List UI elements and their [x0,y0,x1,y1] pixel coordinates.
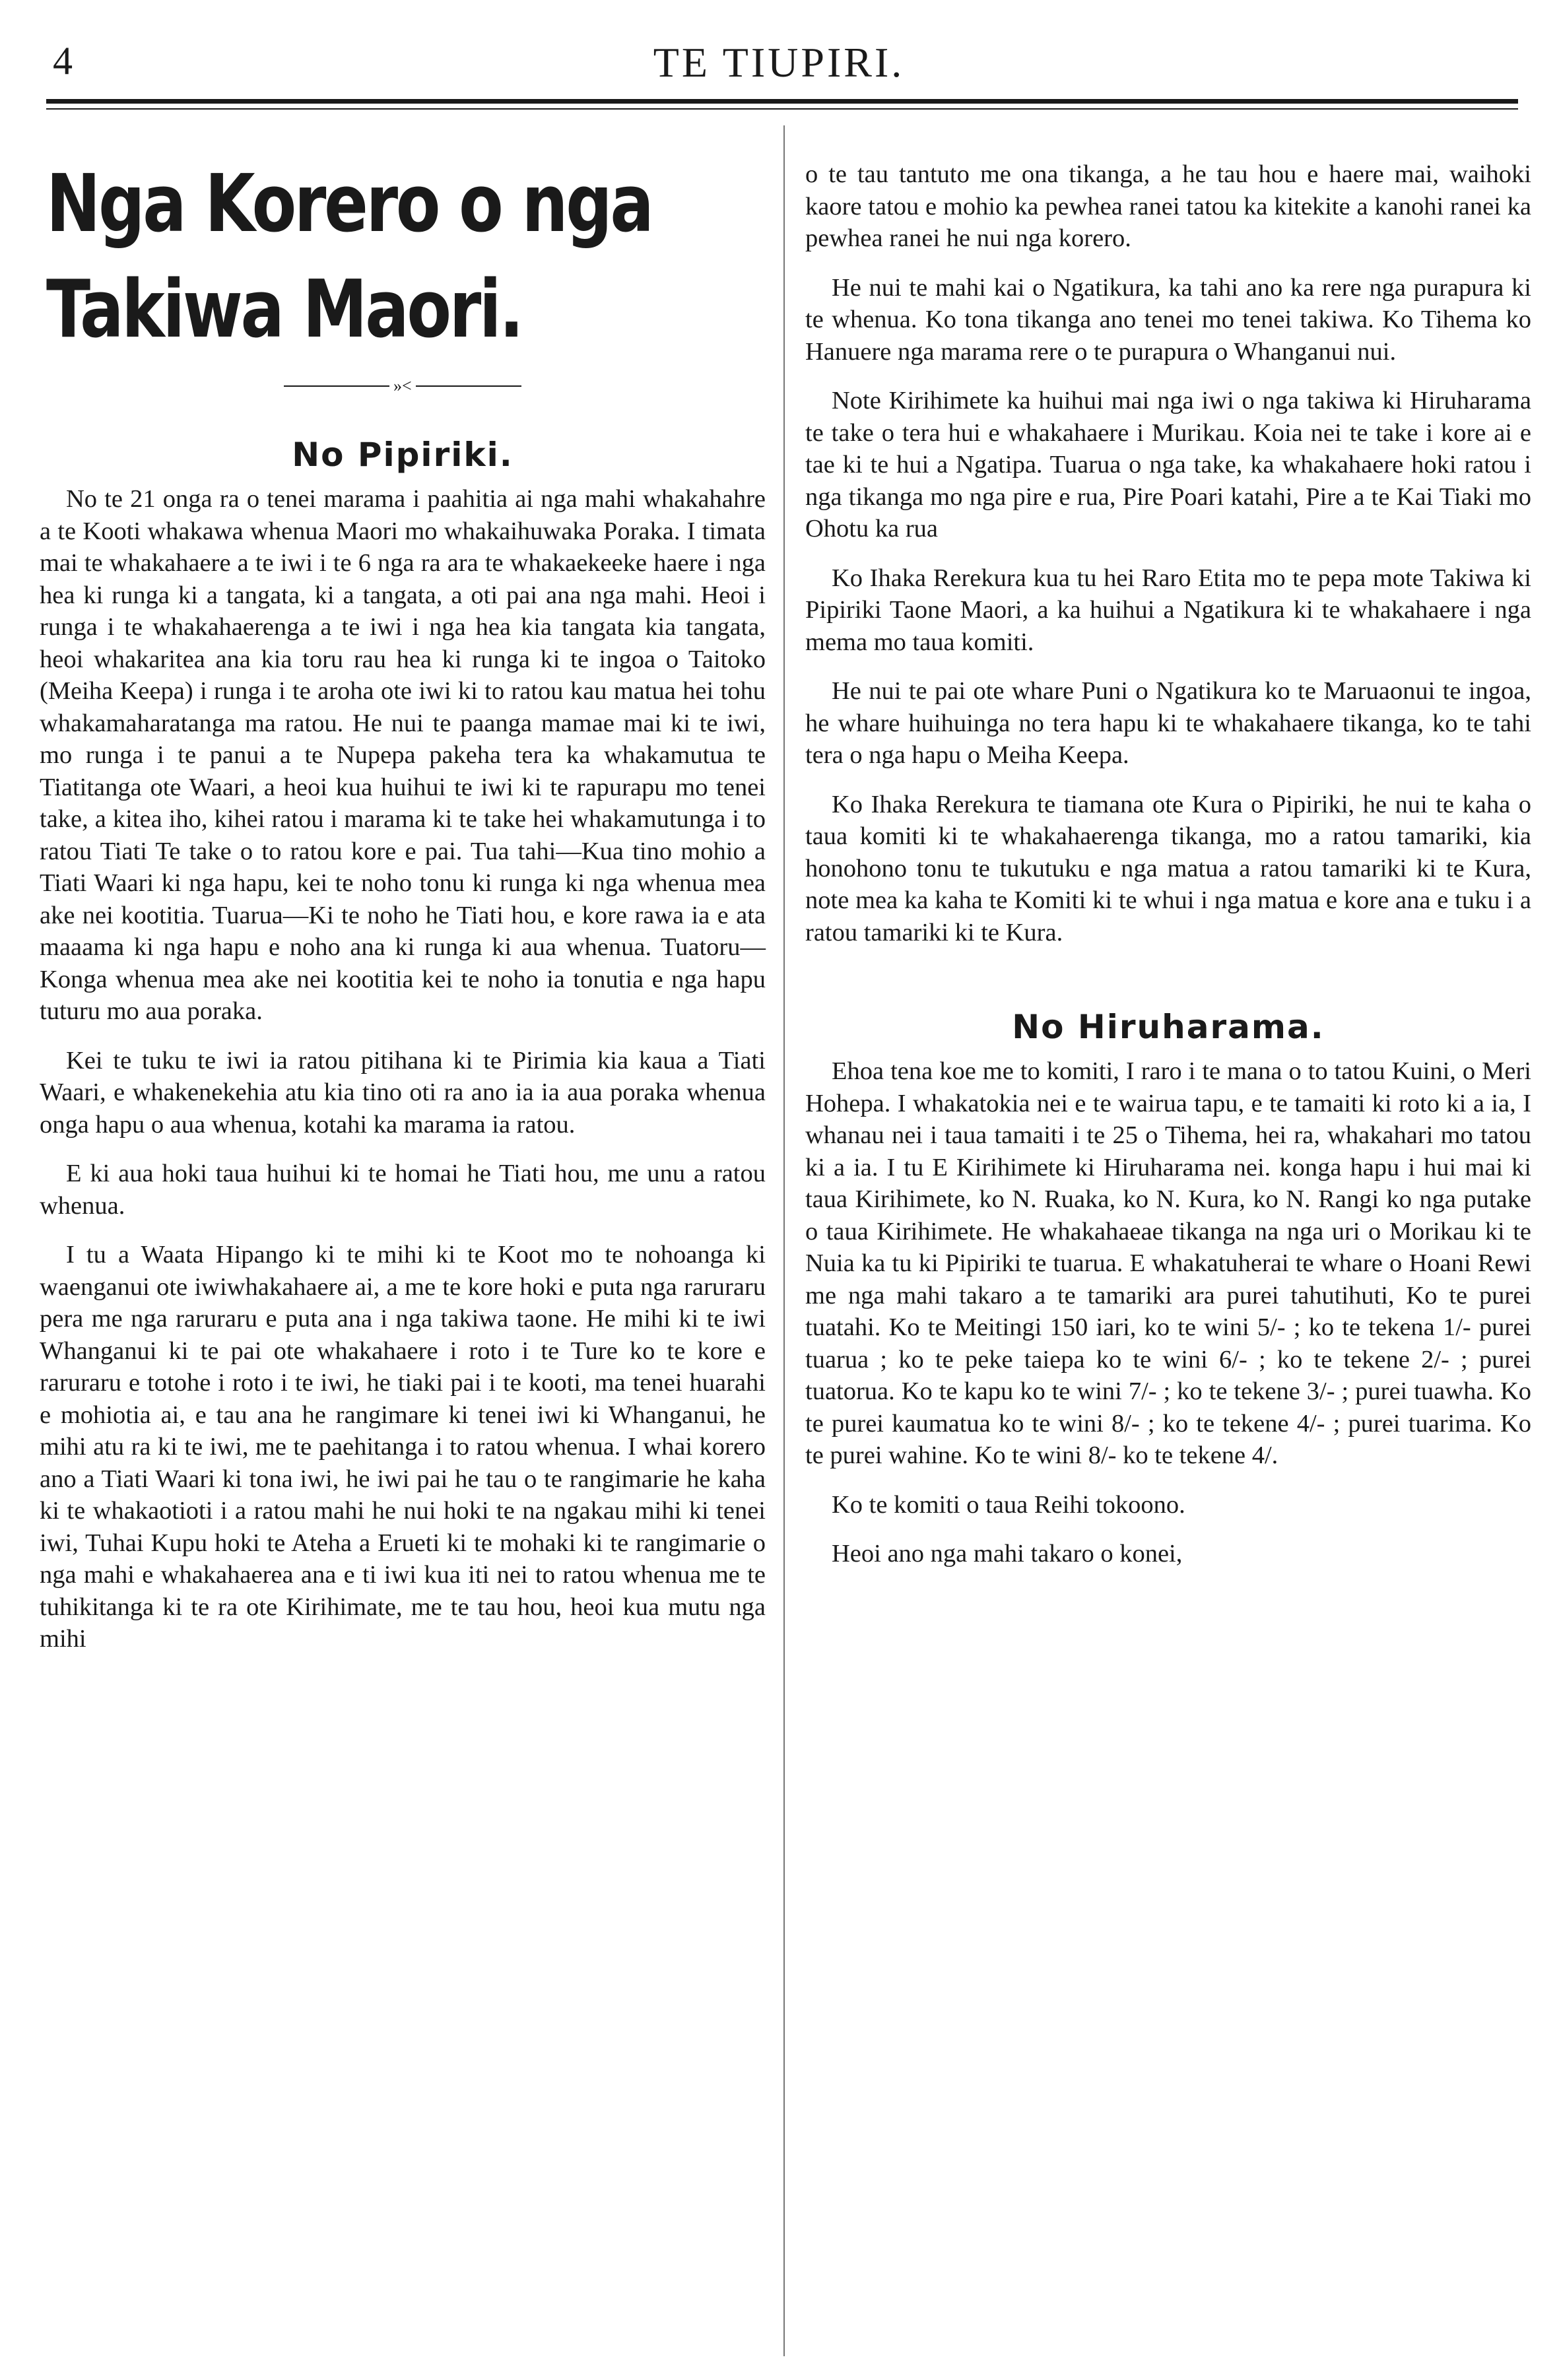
left-column [40,125,766,1672]
article-paragraph: Ehoa tena koe me to komiti, I raro i te mana o to tatou Kuini, o Meri Hohepa. I whakatokia nei e te wairua tapu, e te tamaiti ki roto ki a ia, I whanau nei i taua tamaiti i te 25 o Tihema, hei ra, whakahari mo tatou ki a ia. I tu E Kirihimete ki Hiruharama nei. konga hapu i hui mai ki taua Kirihimete, ko N. Ruaka, ko N. Kura, ko N. Rangi ko nga putake o taua Kirihimete. He whakahaeae tikanga na nga uri o Morikau ki te Nuia ka tu ki Pipiriki te tuarua. E whakatuherai te whare o Hoani Rewi me nga mahi takaro a te tamariki ara purei tahutihuti, Ko te purei tuatahi. Ko te Meitingi 150 iari, ko te wini 5/- ; ko te tekena 1/- purei tuarua ; ko te peke taiepa ko te wini 6/- ; ko te tekene 2/- ; purei tuatorua. Ko te kapu ko te wini 7/- ; ko te tekene 3/- ; purei tuawha. Ko te purei kaumatua ko te wini 8/- ; ko te tekene 4/- ; purei tuarima. Ko te purei wahine. Ko te wini 8/- ko te tekene 4/. [805,1057,1531,1469]
article-paragraph: Kei te tuku te iwi ia ratou pitihana ki te Pirimia kia kaua a Tiati Waari, e whakenekehia atu kia tino oti ra ano ia ia aua poraka whenua onga hapu o aua whenua, kotahi ka marama ia ratou. [40,1046,766,1139]
article-paragraph: Ko te komiti o taua Reihi tokoono. [832,1490,1185,1519]
header-rule-thick [46,99,1518,104]
ornament-mark: »< [389,376,416,396]
masthead: TE TIUPIRI. [653,39,905,86]
page-number: 4 [53,39,73,83]
headline: Nga Korero o nga Takiwa Maori. [46,158,652,356]
section-title-pipiriki: No Pipiriki. [292,436,514,474]
right-column [805,125,1531,1587]
article-paragraph: Ko Ihaka Rerekura te tiamana ote Kura o Pipiriki, he nui te kaha o taua komiti ki te whakahaerenga tikanga, mo a ratou tamariki, kia honohono tonu te tukutuku e nga matua a ratou tamariki ki te Kura, note mea ka kaha te Komiti ki te whui i nga matua e kore ana e tuku i a ratou tamariki ki te Kura. [805,790,1531,946]
article-paragraph: o te tau tantuto me ona tikanga, a he tau hou e haere mai, waihoki kaore tatou e mohio ka pewhea ranei tatou ka kitekite a kanohi ranei ka pewhea ranei he nui nga korero. [805,160,1531,252]
ornament-divider [284,376,521,396]
article-paragraph: I tu a Waata Hipango ki te mihi ki te Koot mo te nohoanga ki waenganui ote iwiwhakahaere ai, a me te kore hoki e puta nga raruraru pera me nga raruraru e puta ana i nga takiwa taone. He mihi ki te iwi Whanganui ki te pai ote whakahaere i roto i te Ture ko te kore e raruraru e totohe i roto i te iwi, he tiaki pai i te kooti, ma tenei huarahi e mohiotia ai, e tau ana he rangimare ki tenei iwi ki Whanganui, he mihi atu ra ki te iwi, me te paehitanga i to ratou whenua. I whai korero ano a Tiati Waari ki tona iwi, he iwi pai he tau o te rangimarie he kaha ki te whakaotioti i a ratou mahi he nui hoki te na ngakau mihi ki tenei iwi, Tuhai Kupu hoki te Ateha a Erueti ki te mohaki ki te rangimarie o nga mahi e whakahaerea ana e ti iwi kua iti nei to ratou whenua me te tuhikitanga ki te ra ote Kirihimate, me te tau hou, heoi kua mutu nga mihi [40,1241,766,1653]
article-paragraph: Note Kirihimete ka huihui mai nga iwi o nga takiwa ki Hiruharama te take o tera hui e whakahaere i Murikau. Koia nei te take i kore ai e tae ki te hui a Ngatipa. Tuarua o nga take, ka whakahaere hoki ratou i nga tikanga mo nga pire e rua, Pire Poari katahi, Pire a te Kai Tiaki mo Ohotu ka rua [805,387,1531,543]
article-paragraph: E ki aua hoki taua huihui ki te homai he Tiati hou, me unu a ratou whenua. [40,1160,766,1220]
article-paragraph: Ko Ihaka Rerekura kua tu hei Raro Etita mo te pepa mote Takiwa ki Pipiriki Taone Maori, a ka huihui a Ngatikura ki te whakahaere i nga mema mo taua komiti. [805,564,1531,656]
article-paragraph: Heoi ano nga mahi takaro o konei, [832,1540,1183,1568]
column-divider [783,125,785,2356]
header-rule-thin [46,108,1518,110]
article-paragraph: He nui te mahi kai o Ngatikura, ka tahi ano ka rere nga purapura ki te whenua. Ko tona tikanga ano tenei mo tenei takiwa. Ko Tihema ko Hanuere nga marama rere o te purapura o Whanganui nui. [805,273,1531,366]
section-title-hiruharama: No Hiruharama. [1012,1008,1325,1046]
article-paragraph: No te 21 onga ra o tenei marama i paahitia ai nga mahi whakahahre a te Kooti whakawa whenua Maori mo whakaihuwaka Poraka. I timata mai te whakahaere a te iwi i te 6 nga ra ara te whakaekeeke haere i nga hea ki runga ki a tangata, ki a tangata, a oti pai ana nga mahi. Heoi i runga i te whakahaerenga a te iwi i nga hea kia tangata kia tangata, heoi whakaritea ana kia toru rau hea ki runga ki te ingoa o Taitoko (Meiha Keepa) i runga i te aroha ote iwi ki to ratou kau matua hei tohu whakamaharatanga ma ratou. He nui te paanga mamae mai ki te iwi, mo runga i te panui a te Nupepa pakeha tera ka whakamutua te Tiatitanga ote Waari, a heoi kua huihui te iwi ki te rapurapu mo tenei take, a kitea iho, kihei ratou i marama ki te take hei whakamutunga i to ratou Tiati Te take o to ratou kore e pai. Tua tahi—Kua tino mohio a Tiati Waari ki nga hapu, kei te noho tonu ki runga ki nga whenua mea ake nei kootitia. Tuarua—Ki te noho he Tiati hou, e kore rawa ia e ata maaama ki nga hapu e noho ana ki runga ki aua whenua. Tuatoru—Konga whenua mea ake nei kootitia kei te noho ia tonutia e nga hapu tuturu mo aua poraka. [40,485,766,1025]
page-header [40,33,1518,92]
article-paragraph: He nui te pai ote whare Puni o Ngatikura ko te Maruaonui te ingoa, he whare huihuinga no tera hapu ki te whakahaere tikanga, ko te tahi tera o nga hapu o Meiha Keepa. [805,677,1531,769]
